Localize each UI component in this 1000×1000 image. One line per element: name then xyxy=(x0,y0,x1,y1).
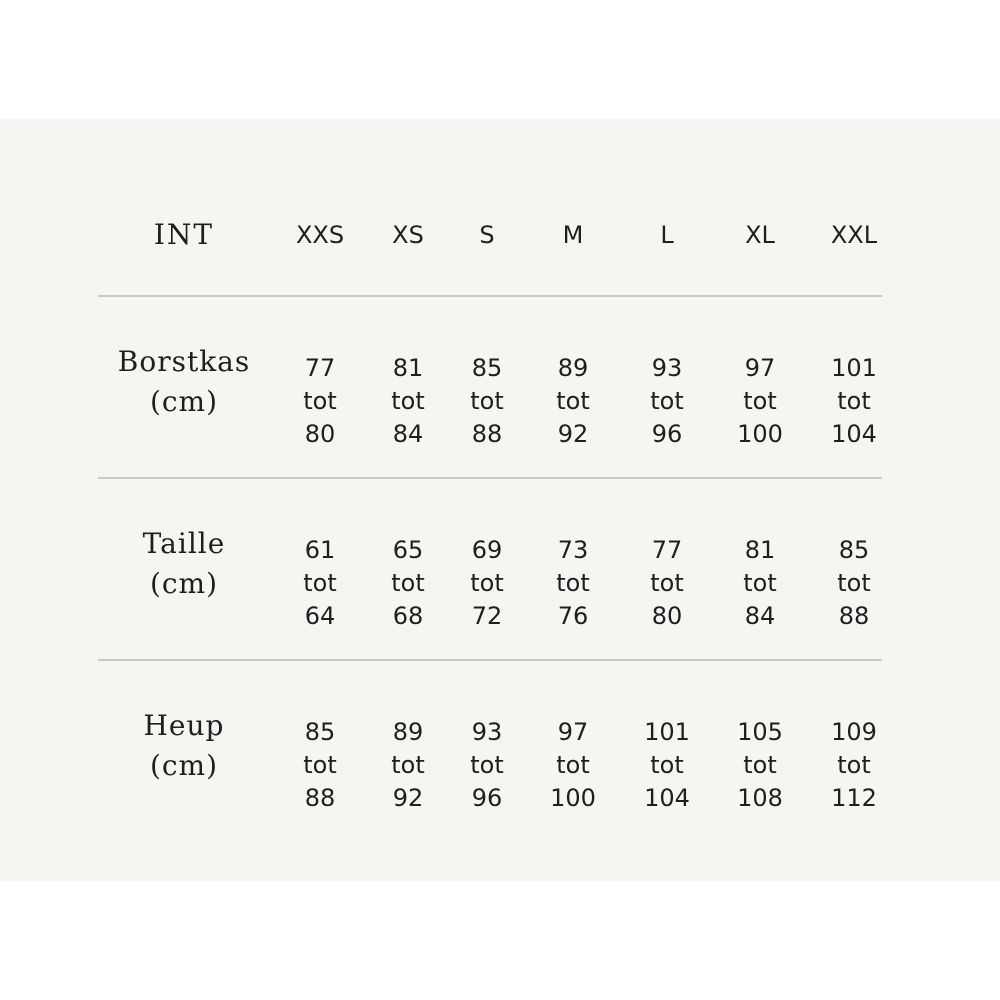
size-header-xxl: XXL xyxy=(830,221,878,249)
range-from: 77 xyxy=(651,536,683,564)
range-to: 108 xyxy=(737,784,783,812)
range-sep: tot xyxy=(470,569,504,597)
range-sep: tot xyxy=(470,751,504,779)
range-to: 96 xyxy=(471,784,503,812)
table-cell xyxy=(622,352,712,451)
range-from: 81 xyxy=(392,354,424,382)
range-to: 104 xyxy=(831,420,877,448)
range-sep: tot xyxy=(650,569,684,597)
range-to: 88 xyxy=(471,420,503,448)
row-label-heup xyxy=(98,706,270,786)
table-header-row xyxy=(98,119,882,295)
range-sep: tot xyxy=(556,569,590,597)
range-to: 88 xyxy=(838,602,870,630)
table-cell xyxy=(363,352,453,451)
size-header-xl: XL xyxy=(745,221,775,249)
table-row-heup xyxy=(98,661,882,843)
range-from: 97 xyxy=(557,718,589,746)
range-to: 64 xyxy=(304,602,336,630)
range-to: 76 xyxy=(557,602,589,630)
range-from: 97 xyxy=(744,354,776,382)
size-header-s: S xyxy=(479,221,495,249)
range-sep: tot xyxy=(837,387,871,415)
row-label-unit: (cm) xyxy=(149,567,219,600)
table-cell xyxy=(622,534,712,633)
range-from: 85 xyxy=(838,536,870,564)
row-label-name: Borstkas xyxy=(117,345,251,378)
size-header-xs: XS xyxy=(392,221,424,249)
table-cell xyxy=(715,352,805,451)
range-from: 85 xyxy=(471,354,503,382)
row-divider xyxy=(98,295,882,297)
table-cell xyxy=(622,716,712,815)
range-sep: tot xyxy=(470,387,504,415)
range-from: 85 xyxy=(304,718,336,746)
range-sep: tot xyxy=(556,387,590,415)
range-to: 80 xyxy=(304,420,336,448)
range-to: 72 xyxy=(471,602,503,630)
range-to: 104 xyxy=(644,784,690,812)
range-to: 112 xyxy=(831,784,877,812)
range-to: 84 xyxy=(744,602,776,630)
range-from: 77 xyxy=(304,354,336,382)
range-sep: tot xyxy=(556,751,590,779)
range-sep: tot xyxy=(837,569,871,597)
table-cell xyxy=(275,716,365,815)
table-cell xyxy=(275,352,365,451)
table-cell xyxy=(809,534,899,633)
range-to: 68 xyxy=(392,602,424,630)
table-cell xyxy=(528,352,618,451)
range-sep: tot xyxy=(743,751,777,779)
range-from: 109 xyxy=(831,718,877,746)
range-sep: tot xyxy=(303,569,337,597)
range-sep: tot xyxy=(650,751,684,779)
range-from: 93 xyxy=(651,354,683,382)
table-cell xyxy=(363,716,453,815)
table-row-borstkas xyxy=(98,297,882,479)
range-from: 65 xyxy=(392,536,424,564)
table-cell xyxy=(715,716,805,815)
table-cell xyxy=(275,534,365,633)
table-cell xyxy=(363,534,453,633)
row-label-name: Heup xyxy=(143,709,225,742)
range-sep: tot xyxy=(743,387,777,415)
table-cell xyxy=(442,352,532,451)
size-header-l: L xyxy=(660,221,674,249)
table-cell xyxy=(809,352,899,451)
range-from: 93 xyxy=(471,718,503,746)
table-cell xyxy=(442,716,532,815)
row-divider xyxy=(98,477,882,479)
row-label-unit: (cm) xyxy=(149,385,219,418)
range-sep: tot xyxy=(837,751,871,779)
size-header-xxs: XXS xyxy=(295,221,345,249)
range-to: 100 xyxy=(737,420,783,448)
header-label-int: INT xyxy=(153,218,215,251)
range-sep: tot xyxy=(303,751,337,779)
range-from: 81 xyxy=(744,536,776,564)
table-cell xyxy=(809,716,899,815)
range-to: 92 xyxy=(392,784,424,812)
row-label-name: Taille xyxy=(142,527,226,560)
range-sep: tot xyxy=(391,387,425,415)
row-label-borstkas xyxy=(98,342,270,422)
range-to: 84 xyxy=(392,420,424,448)
table-cell xyxy=(442,534,532,633)
range-to: 96 xyxy=(651,420,683,448)
range-to: 92 xyxy=(557,420,589,448)
range-from: 101 xyxy=(831,354,877,382)
table-cell xyxy=(528,534,618,633)
size-header-m: M xyxy=(562,221,584,249)
row-label-unit: (cm) xyxy=(149,749,219,782)
range-sep: tot xyxy=(743,569,777,597)
range-sep: tot xyxy=(391,569,425,597)
range-to: 88 xyxy=(304,784,336,812)
range-from: 101 xyxy=(644,718,690,746)
range-sep: tot xyxy=(303,387,337,415)
table-cell xyxy=(715,534,805,633)
range-from: 61 xyxy=(304,536,336,564)
range-from: 89 xyxy=(557,354,589,382)
range-from: 73 xyxy=(557,536,589,564)
range-from: 105 xyxy=(737,718,783,746)
size-chart-panel xyxy=(0,119,1000,881)
row-divider xyxy=(98,659,882,661)
range-to: 80 xyxy=(651,602,683,630)
row-label-taille xyxy=(98,524,270,604)
table-row-taille xyxy=(98,479,882,661)
range-from: 89 xyxy=(392,718,424,746)
range-to: 100 xyxy=(550,784,596,812)
range-from: 69 xyxy=(471,536,503,564)
range-sep: tot xyxy=(650,387,684,415)
table-cell xyxy=(528,716,618,815)
range-sep: tot xyxy=(391,751,425,779)
